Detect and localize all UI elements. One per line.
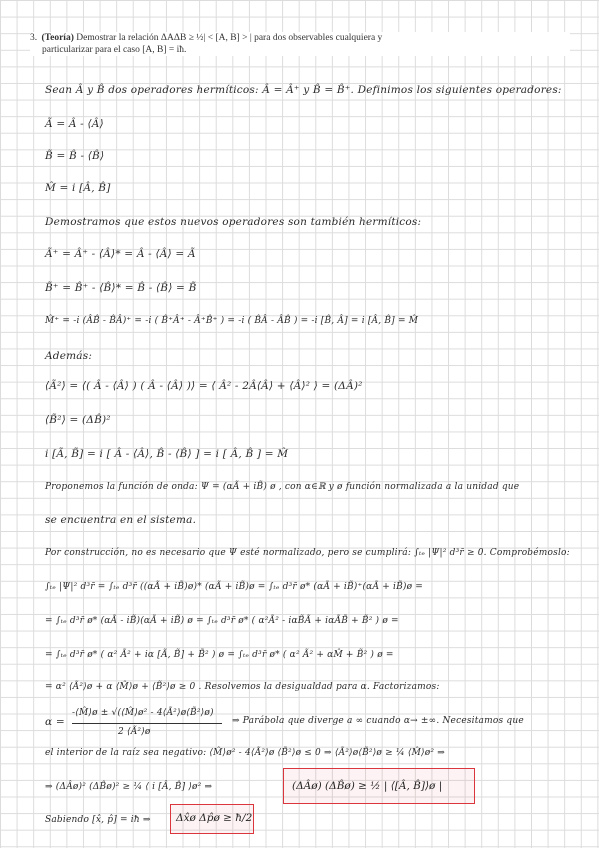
problem-text-line-1: Demostrar la relación ΔAΔB ≥ ½| < [A, B] > | para dos observables cualquiera y	[76, 33, 383, 43]
note-line-17: = ∫ₜₑ d³r̄ ø* (αÃ - iB̃)(αÃ + iB̃) ø = ∫ₜₑ d³r̄ ø* ( α²Ã² - iαB̃Ã + iαÃB̃ + B̃² ) ø =	[45, 616, 399, 626]
problem-number: 3.	[30, 33, 38, 43]
alpha-denominator: 2 ⟨Ã²⟩ø	[118, 727, 151, 737]
note-line-15: Por construcción, no es necesario que Ψ esté normalizado, pero se cumplirá: ∫ₜₑ |Ψ|² d³r̄ ≥ 0. Comprobémoslo:	[45, 548, 570, 558]
note-line-8: M̂⁺ = -i (ÂB̂ - B̂Â)⁺ = -i ( B̂⁺Â⁺ - Â⁺B̂⁺ ) = -i ( B̂Â - ÂB̂ ) = -i [B̂, Â] = i [Â, B̂] = M̂	[45, 316, 419, 326]
note-line-19: = α² ⟨Ã²⟩ø + α ⟨M̂⟩ø + ⟨B̃²⟩ø ≥ 0 . Resolvemos la desigualdad para α. Factorizamos:	[45, 682, 440, 692]
problem-text-line-2: particularizar para el caso [A, B] = iħ.	[42, 45, 187, 55]
note-line-20: ⇒ Parábola que diverge a ∞ cuando α→ ±∞. Necesitamos que	[232, 716, 524, 726]
fraction-bar	[72, 723, 222, 724]
note-line-9: Además:	[45, 350, 93, 362]
note-line-5: Demostramos que estos nuevos operadores son también hermíticos:	[45, 216, 422, 228]
note-line-10: ⟨Ã²⟩ = ⟨( Â - ⟨Â⟩ ) ( Â - ⟨Â⟩ )⟩ = ⟨ Â² - 2Â⟨Â⟩ + ⟨Â⟩² ⟩ = (ΔÂ)²	[45, 380, 363, 392]
note-line-12: i [Ã, B̃] = i [ Â - ⟨Â⟩, B̂ - ⟨B̂⟩ ] = i [ Â, B̂ ] = M̂	[45, 448, 289, 460]
note-line-22: ⇒ (ΔÂø)² (ΔB̂ø)² ≥ ¼ ⟨ i [Â, B̂] ⟩ø² ⇒	[45, 782, 213, 792]
note-line-7: B̃⁺ = B̂⁺ - ⟨B̂⟩* = B̂ - ⟨B̂⟩ = B̃	[45, 282, 197, 294]
note-line-2: Ã = Â - ⟨Â⟩	[45, 118, 104, 130]
note-line-21: el interior de la raíz sea negativo: ⟨M̂⟩ø² - 4⟨Ã²⟩ø ⟨B̃²⟩ø ≤ 0 ⇒ ⟨Ã²⟩ø⟨B̃²⟩ø ≥ ¼ ⟨M̂⟩ø² ⇒	[45, 748, 445, 758]
alpha-lhs: α =	[45, 716, 65, 728]
alpha-numerator: -⟨M̂⟩ø ± √(⟨M̂⟩ø² - 4⟨Ã²⟩ø⟨B̃²⟩ø)	[72, 708, 214, 718]
problem-tag: (Teoría)	[41, 33, 74, 43]
heisenberg-box-text: Δx̂ø Δp̂ø ≥ ħ/2	[176, 812, 253, 824]
note-line-14: se encuentra en el sistema.	[45, 514, 197, 526]
note-line-4: M̂ = i [Â, B̂]	[45, 182, 111, 194]
result-box-text: (ΔÂø) (ΔB̂ø) ≥ ½ | ⟨[Â, B̂]⟩ø |	[292, 780, 443, 792]
note-line-1: Sean Â y B̂ dos operadores hermíticos: Â = Â⁺ y B̂ = B̂⁺. Definimos los siguientes operadores:	[45, 84, 562, 96]
note-line-18: = ∫ₜₑ d³r̄ ø* ( α² Ã² + iα [Ã, B̃] + B̃² ) ø = ∫ₜₑ d³r̄ ø* ( α² Ã² + αM̂ + B̃² ) ø =	[45, 650, 394, 660]
note-line-23: Sabiendo [x̂, p̂] = iħ ⇒	[45, 815, 151, 825]
note-line-13: Proponemos la función de onda: Ψ = (αÃ + iB̃) ø , con α∈ℝ y ø función normalizada a la unidad que	[45, 482, 520, 492]
note-line-6: Ã⁺ = Â⁺ - ⟨Â⟩* = Â - ⟨Â⟩ = Ã	[45, 248, 196, 260]
note-line-3: B̃ = B̂ - ⟨B̂⟩	[45, 150, 105, 162]
problem-statement	[30, 32, 570, 56]
note-line-16: ∫ₜₑ |Ψ|² d³r̄ = ∫ₜₑ d³r̄ ((αÃ + iB̃)ø)* (αÃ + iB̃)ø = ∫ₜₑ d³r̄ ø* (αÃ + iB̃)⁺(αÃ + iB̃)ø =	[45, 582, 424, 592]
note-line-11: ⟨B̃²⟩ = (ΔB̂)²	[45, 414, 111, 426]
